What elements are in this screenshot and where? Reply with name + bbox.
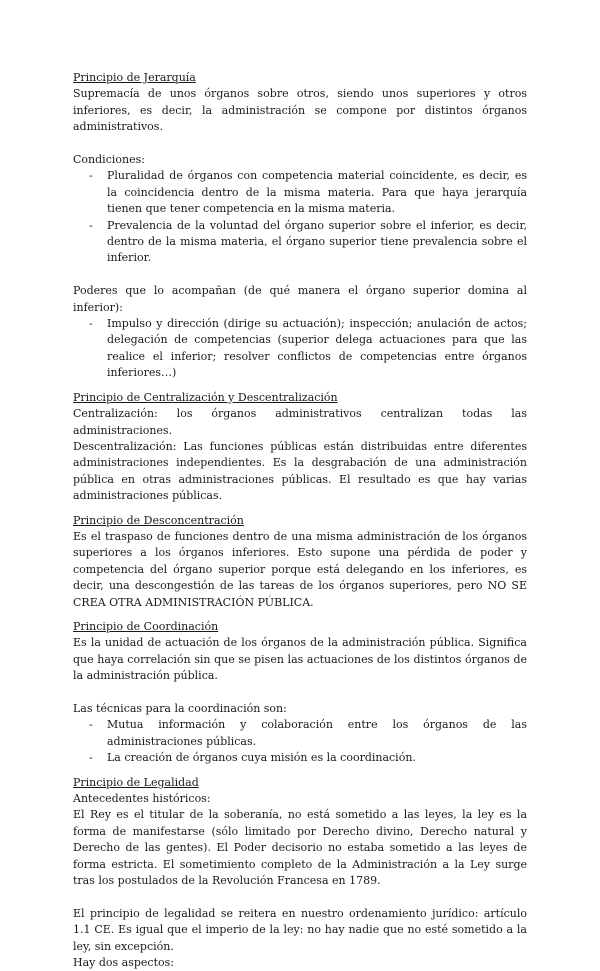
paragraph-legalidad-3: Hay dos aspectos: <box>73 956 174 970</box>
antecedentes-label: Antecedentes históricos: <box>73 792 211 806</box>
conditions-list <box>73 168 527 266</box>
list-item: - Mutua información y colaboración entre los órganos de las administraciones públicas. <box>89 718 527 748</box>
paragraph-descentralizacion: Descentralización: Las funciones públicas están distribuidas entre diferentes administraciones independientes. Es la desgrabación de una administración pública en otras administraciones públicas. El resultado es que hay varias administraciones públicas. <box>73 439 527 503</box>
techniques-list <box>73 717 527 766</box>
document-body <box>73 70 527 971</box>
list-item: - Prevalencia de la voluntad del órgano superior sobre el inferior, es decir, dentro de la misma materia, el órgano superior tiene prevalencia sobre el inferior. <box>89 218 527 265</box>
paragraph-centralizacion: Centralización: los órganos administrativos centralizan todas las administraciones. <box>73 407 527 437</box>
list-item: - Impulso y dirección (dirige su actuación); inspección; anulación de actos; delegación de competencias (superior delega actuaciones para que las realice el inferior; resolver conflictos de competencias entre órganos inferiores…) <box>89 317 527 380</box>
list-item: - La creación de órganos cuya misión es la coordinación. <box>89 751 416 765</box>
paragraph-legalidad-2: El principio de legalidad se reitera en nuestro ordenamiento jurídico: artículo 1.1 CE. Es igual que el imperio de la ley: no hay nadie que no esté sometido a la ley, sin excepción. <box>73 906 527 953</box>
heading-desconcentracion: Principio de Desconcentración <box>73 513 244 527</box>
paragraph-desconcentracion: Es el traspaso de funciones dentro de una misma administración de los órganos superiores a los órganos inferiores. Esto supone una pérdida de poder y competencia del órgano superior porque está delegando en los inferiores, es decir, una descongestión de las tareas de los órganos superiores, pero NO SE CREA OTRA ADMINISTRACIÓN PÚBLICA. <box>73 529 527 609</box>
list-item: - Pluralidad de órganos con competencia material coincidente, es decir, es la coincidencia dentro de la misma materia. Para que haya jerarquía tienen que tener competencia en la misma materia. <box>89 169 527 216</box>
conditions-label: Condiciones: <box>73 153 145 167</box>
paragraph-legalidad-1: El Rey es el titular de la soberanía, no está sometido a las leyes, la ley es la forma de manifestarse (sólo limitado por Derecho divino, Derecho natural y Derecho de las gentes). El Poder decisorio no estaba sometido a las leyes de forma estricta. El sometimiento completo de la Administración a la Ley surge tras los postulados de la Revolución Francesa en 1789. <box>73 808 527 888</box>
heading-coordinacion: Principio de Coordinación <box>73 619 219 633</box>
paragraph-coordinacion: Es la unidad de actuación de los órganos de la administración pública. Significa que haya correlación sin que se pisen las actuaciones de los distintos órganos de la administración pública. <box>73 636 527 683</box>
techniques-label: Las técnicas para la coordinación son: <box>73 701 287 715</box>
paragraph-jerarquia-intro: Supremacía de unos órganos sobre otros, siendo unos superiores y otros inferiores, es decir, la administración se compone por distintos órganos administrativos. <box>73 87 527 134</box>
powers-list <box>73 316 527 382</box>
heading-jerarquia: Principio de Jerarquía <box>73 71 196 84</box>
heading-legalidad: Principio de Legalidad <box>73 775 199 789</box>
heading-centralizacion: Principio de Centralización y Descentralización <box>73 390 338 404</box>
powers-label: Poderes que lo acompañan (de qué manera el órgano superior domina al inferior): <box>73 284 527 314</box>
